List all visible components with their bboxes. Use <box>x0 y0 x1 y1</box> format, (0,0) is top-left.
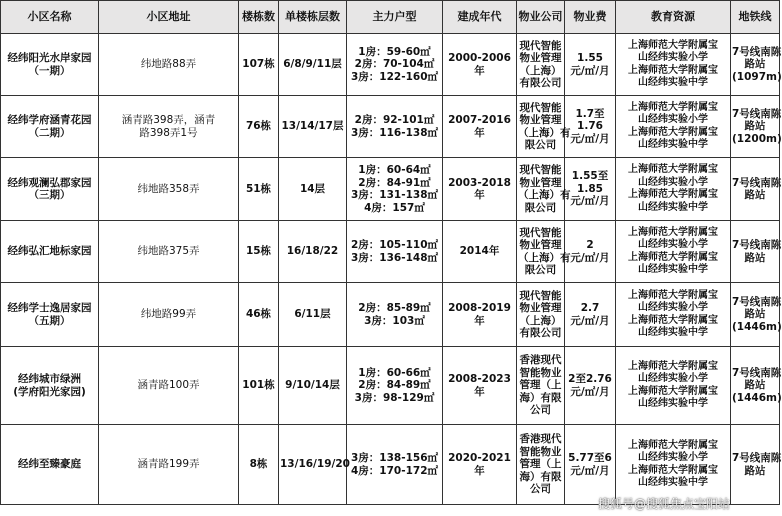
cell-years: 2008-2019年 <box>443 283 517 347</box>
cell-property-line: 智能物业 <box>519 366 562 379</box>
cell-name <box>1 96 99 158</box>
cell-property-line: （上海） <box>519 314 562 327</box>
cell-schools-line: 上海师范大学附属宝 <box>628 226 718 238</box>
cell-metro <box>731 158 780 221</box>
cell-layouts-line: 3房：131-138㎡ <box>351 189 438 201</box>
cell-address-line: 纬地路88弄 <box>140 58 197 71</box>
cell-address <box>99 347 239 425</box>
cell-address <box>99 425 239 505</box>
cell-floors-line: 13/16/19/20 <box>280 458 350 471</box>
cell-metro-line: (1446m) <box>732 391 782 404</box>
cell-schools-line: 上海师范大学附属宝 <box>628 385 718 397</box>
cell-floors <box>279 347 347 425</box>
cell-address <box>99 96 239 158</box>
cell-metro-line: (1097m) <box>732 70 782 83</box>
cell-property-line: 有限公司 <box>519 77 562 89</box>
cell-fee-line: 1.55 <box>577 52 603 64</box>
cell-metro <box>731 221 780 283</box>
cell-property-line: 现代智能 <box>519 101 562 114</box>
cell-metro-line: 7号线南陈 <box>732 45 782 58</box>
cell-floors-line: 14层 <box>299 182 326 195</box>
cell-property-line: 限公司 <box>524 264 557 276</box>
cell-floors-line: 16/18/22 <box>286 245 339 258</box>
cell-property <box>517 158 571 221</box>
cell-property-line: 限公司 <box>524 139 557 151</box>
cell-name-line: 经纬阳光水岸家园 <box>7 52 92 64</box>
cell-schools-line: 山经纬实验小学 <box>638 373 708 384</box>
cell-property-line: 物业管理 <box>519 176 562 189</box>
cell-layouts-line: 2房：84-91㎡ <box>358 176 431 189</box>
cell-floors-line: 13/14/17层 <box>281 120 344 133</box>
cell-address-line: 纬地路375弄 <box>137 245 200 258</box>
cell-layouts-line: 1房：60-66㎡ <box>358 366 431 379</box>
table-row <box>1 158 780 221</box>
cell-schools-line: 上海师范大学附属宝 <box>628 464 718 476</box>
cell-fee-line: 元/㎡/月 <box>570 464 610 477</box>
cell-metro <box>731 283 780 347</box>
cell-schools-line: 上海师范大学附属宝 <box>628 289 718 301</box>
cell-property-line: 现代智能 <box>519 39 562 52</box>
cell-fee-line: 2至2.76 <box>568 373 612 385</box>
table-row <box>1 283 780 347</box>
col-header-layouts: 主力户型 <box>347 1 443 34</box>
cell-layouts <box>347 34 443 96</box>
cell-property-line: 限公司 <box>524 201 557 214</box>
cell-metro-line: 路站 <box>744 251 766 264</box>
cell-property-line: 物业管理 <box>519 302 562 314</box>
cell-metro <box>731 96 780 158</box>
cell-schools-line: 山经纬实验小学 <box>638 52 708 63</box>
cell-metro-line: 路站 <box>744 58 766 71</box>
cell-metro-line: 路站 <box>744 120 766 133</box>
cell-property-line: 现代智能 <box>519 164 562 176</box>
cell-fee <box>565 221 616 283</box>
col-header-fee: 物业费 <box>565 1 616 34</box>
cell-layouts-line: 3房：122-160㎡ <box>351 70 438 83</box>
cell-property-line: 有限公司 <box>519 327 562 339</box>
cell-metro-line: 7号线南陈 <box>732 176 782 189</box>
cell-schools-line: 上海师范大学附属宝 <box>628 126 718 138</box>
cell-name-line: 经纬至臻豪庭 <box>18 458 81 471</box>
cell-fee-line: 元/㎡/月 <box>570 251 610 264</box>
cell-address <box>99 158 239 221</box>
cell-layouts <box>347 347 443 425</box>
cell-fee-line: 1.55至 <box>571 170 609 183</box>
cell-fee-line: 1.76 <box>577 120 603 133</box>
cell-property-line: （上海）有 <box>518 251 571 264</box>
cell-name-line: （五期） <box>28 314 71 327</box>
cell-name <box>1 283 99 347</box>
cell-layouts-line: 2房：70-104㎡ <box>354 58 435 71</box>
cell-property-line: 公司 <box>530 404 551 417</box>
cell-schools-line: 上海师范大学附属宝 <box>628 164 718 175</box>
cell-layouts-line: 4房：170-172㎡ <box>351 464 438 477</box>
cell-name-line: 经纬弘汇地标家园 <box>7 245 92 258</box>
cell-floors-line: 6/11层 <box>294 308 331 321</box>
cell-schools-line: 上海师范大学附属宝 <box>628 39 718 51</box>
cell-layouts-line: 3房：98-129㎡ <box>354 391 435 404</box>
cell-schools-line: 上海师范大学附属宝 <box>628 439 718 451</box>
cell-property-line: （上海）有 <box>518 126 571 139</box>
cell-schools-line: 山经纬实验中学 <box>638 477 708 488</box>
cell-years: 2000-2006年 <box>443 34 517 96</box>
cell-name-line: （二期） <box>28 126 71 139</box>
col-header-address: 小区地址 <box>99 1 239 34</box>
cell-schools-line: 山经纬实验小学 <box>638 176 708 188</box>
cell-floors <box>279 96 347 158</box>
cell-schools-line: 山经纬实验中学 <box>638 201 708 213</box>
cell-schools-line: 山经纬实验小学 <box>638 114 708 125</box>
cell-schools-line: 山经纬实验中学 <box>638 77 708 88</box>
cell-schools-line: 山经纬实验中学 <box>638 398 708 409</box>
cell-property <box>517 96 571 158</box>
cell-schools-line: 山经纬实验小学 <box>638 239 708 250</box>
cell-buildings: 107栋 <box>239 34 279 96</box>
cell-address-line: 涵青路100弄 <box>137 379 200 392</box>
cell-buildings: 8栋 <box>239 425 279 505</box>
cell-fee-line: 2 <box>586 239 594 251</box>
cell-fee-line: 元/㎡/月 <box>570 314 610 327</box>
cell-property-line: 现代智能 <box>519 226 562 239</box>
cell-property-line: 香港现代 <box>519 354 562 367</box>
cell-layouts-line: 3房：136-148㎡ <box>351 251 438 264</box>
cell-layouts-line: 4房：157㎡ <box>364 201 425 214</box>
cell-layouts <box>347 425 443 505</box>
cell-fee-line: 1.7至 <box>575 107 605 120</box>
cell-floors <box>279 283 347 347</box>
cell-fee <box>565 283 616 347</box>
cell-fee-line: 2.7 <box>580 302 600 314</box>
table-body <box>1 34 780 505</box>
table-row <box>1 425 780 505</box>
cell-name-line: 经纬学府涵青花园 <box>7 114 92 126</box>
table-row <box>1 34 780 96</box>
cell-years: 2003-2018年 <box>443 158 517 221</box>
cell-name-line: 经纬城市绿洲 <box>18 373 81 385</box>
cell-property <box>517 347 565 425</box>
cell-metro-line: 7号线南陈 <box>732 295 782 308</box>
cell-layouts-line: 2房：85-89㎡ <box>358 302 431 314</box>
cell-fee <box>565 96 616 158</box>
cell-property-line: （上海）有 <box>518 189 571 201</box>
cell-schools-line: 山经纬实验小学 <box>638 302 708 313</box>
cell-layouts <box>347 221 443 283</box>
cell-metro <box>731 34 780 96</box>
cell-property-line: 香港现代 <box>519 433 562 446</box>
cell-name-line: （一期） <box>28 64 71 77</box>
cell-property <box>517 34 565 96</box>
col-header-property: 物业公司 <box>517 1 565 34</box>
cell-schools-line: 上海师范大学附属宝 <box>628 251 718 263</box>
cell-property <box>517 221 571 283</box>
cell-metro-line: 7号线南陈 <box>732 452 782 464</box>
cell-years: 2008-2023年 <box>443 347 517 425</box>
cell-fee <box>565 347 616 425</box>
cell-years: 2014年 <box>443 221 517 283</box>
cell-layouts-line: 3房：103㎡ <box>364 314 425 327</box>
cell-layouts-line: 1房：59-60㎡ <box>358 45 431 58</box>
cell-layouts-line: 2房：92-101㎡ <box>354 114 435 126</box>
cell-schools-line: 山经纬实验中学 <box>638 327 708 338</box>
cell-floors-line: 9/10/14层 <box>285 379 340 392</box>
cell-address <box>99 221 239 283</box>
cell-fee-line: 元/㎡/月 <box>570 64 610 77</box>
cell-metro <box>731 347 780 425</box>
cell-fee-line: 元/㎡/月 <box>570 132 610 145</box>
cell-name-line: 经纬学士逸居家园 <box>7 302 92 314</box>
cell-address-line: 涵青路398弄，涵青 <box>121 114 216 126</box>
cell-metro-line: 路站 <box>744 379 766 392</box>
cell-property-line: 海）有限 <box>519 391 562 404</box>
cell-schools-line: 上海师范大学附属宝 <box>628 101 718 113</box>
cell-schools-line: 上海师范大学附属宝 <box>628 360 718 372</box>
cell-floors <box>279 425 350 505</box>
cell-layouts <box>347 283 443 347</box>
cell-metro-line: 7号线南陈 <box>732 239 782 251</box>
table-row <box>1 96 780 158</box>
cell-address-line: 路398弄1号 <box>139 126 198 139</box>
col-header-buildings: 楼栋数 <box>239 1 279 34</box>
cell-metro <box>731 425 780 505</box>
cell-layouts-line: 2房：84-89㎡ <box>358 379 431 392</box>
table-row <box>1 347 780 425</box>
cell-fee <box>565 425 616 505</box>
cell-schools-line: 上海师范大学附属宝 <box>628 64 718 76</box>
cell-floors <box>279 221 347 283</box>
cell-schools-line: 山经纬实验小学 <box>638 452 708 463</box>
cell-property-line: 管理（上 <box>519 458 562 471</box>
cell-fee-line: 1.85 <box>577 182 603 195</box>
cell-property-line: 物业管理 <box>519 114 562 126</box>
cell-buildings: 101栋 <box>239 347 279 425</box>
cell-metro-line: 路站 <box>744 464 766 477</box>
col-header-floors: 单楼栋层数 <box>279 1 347 34</box>
cell-metro-line: 7号线南陈 <box>732 366 782 379</box>
cell-schools-line: 上海师范大学附属宝 <box>628 314 718 326</box>
cell-address <box>99 283 239 347</box>
table-row <box>1 221 780 283</box>
cell-name-line: (学府阳光家园) <box>13 385 86 398</box>
cell-fee-line: 元/㎡/月 <box>570 385 610 398</box>
cell-name <box>1 221 99 283</box>
cell-buildings: 46栋 <box>239 283 279 347</box>
cell-metro-line: 路站 <box>744 308 766 321</box>
cell-schools-line: 山经纬实验中学 <box>638 264 708 275</box>
cell-schools <box>616 221 731 283</box>
cell-schools-line: 山经纬实验中学 <box>638 139 708 150</box>
cell-schools <box>616 34 731 96</box>
cell-schools <box>616 425 731 505</box>
cell-property-line: 智能物业 <box>519 445 562 458</box>
cell-address-line: 纬地路99弄 <box>140 308 197 321</box>
cell-metro-line: 7号线南陈 <box>732 107 782 120</box>
cell-metro-line: 路站 <box>744 189 766 201</box>
cell-floors <box>279 158 347 221</box>
cell-property-line: 公司 <box>530 483 551 496</box>
cell-layouts <box>347 96 443 158</box>
cell-schools <box>616 158 731 221</box>
cell-name <box>1 158 99 221</box>
cell-property-line: 管理（上 <box>519 379 562 392</box>
watermark: 搜狐号@搜狐焦点宝阳站 <box>597 497 730 511</box>
cell-address-line: 纬地路358弄 <box>137 182 200 195</box>
cell-property-line: 现代智能 <box>519 289 562 302</box>
cell-floors <box>279 34 347 96</box>
cell-fee <box>565 158 616 221</box>
cell-layouts-line: 2房：105-110㎡ <box>351 239 438 251</box>
cell-layouts-line: 3房：138-156㎡ <box>351 452 438 464</box>
cell-name-line: （三期） <box>28 189 71 201</box>
col-header-metro: 地铁线 <box>731 1 780 34</box>
cell-property-line: 物业管理 <box>519 52 562 64</box>
cell-name <box>1 425 99 505</box>
cell-schools <box>616 347 731 425</box>
cell-metro-line: (1446m) <box>732 320 782 333</box>
cell-buildings: 51栋 <box>239 158 279 221</box>
cell-layouts-line: 1房：60-64㎡ <box>358 164 431 176</box>
cell-schools <box>616 283 731 347</box>
cell-address <box>99 34 239 96</box>
cell-property <box>517 425 565 505</box>
col-header-name: 小区名称 <box>1 1 99 34</box>
cell-name <box>1 34 99 96</box>
cell-metro-line: (1200m) <box>732 132 782 145</box>
cell-floors-line: 6/8/9/11层 <box>283 58 342 71</box>
col-header-years: 建成年代 <box>443 1 517 34</box>
cell-fee <box>565 34 616 96</box>
cell-years: 2007-2016年 <box>443 96 517 158</box>
cell-property-line: 海）有限 <box>519 470 562 483</box>
cell-address-line: 涵青路199弄 <box>137 458 200 471</box>
cell-property <box>517 283 565 347</box>
cell-years: 2020-2021年 <box>443 425 517 505</box>
cell-fee-line: 元/㎡/月 <box>570 195 610 208</box>
cell-property-line: 物业管理 <box>519 239 562 251</box>
col-header-schools: 教育资源 <box>616 1 731 34</box>
header-row <box>1 1 780 34</box>
cell-property-line: （上海） <box>519 64 562 77</box>
cell-buildings: 76栋 <box>239 96 279 158</box>
cell-name-line: 经纬观澜弘郡家园 <box>7 176 92 189</box>
cell-schools <box>616 96 731 158</box>
cell-name <box>1 347 99 425</box>
cell-buildings: 15栋 <box>239 221 279 283</box>
cell-fee-line: 5.77至6 <box>568 452 612 464</box>
cell-layouts <box>347 158 443 221</box>
cell-layouts-line: 3房：116-138㎡ <box>351 126 438 139</box>
cell-schools-line: 上海师范大学附属宝 <box>628 189 718 200</box>
